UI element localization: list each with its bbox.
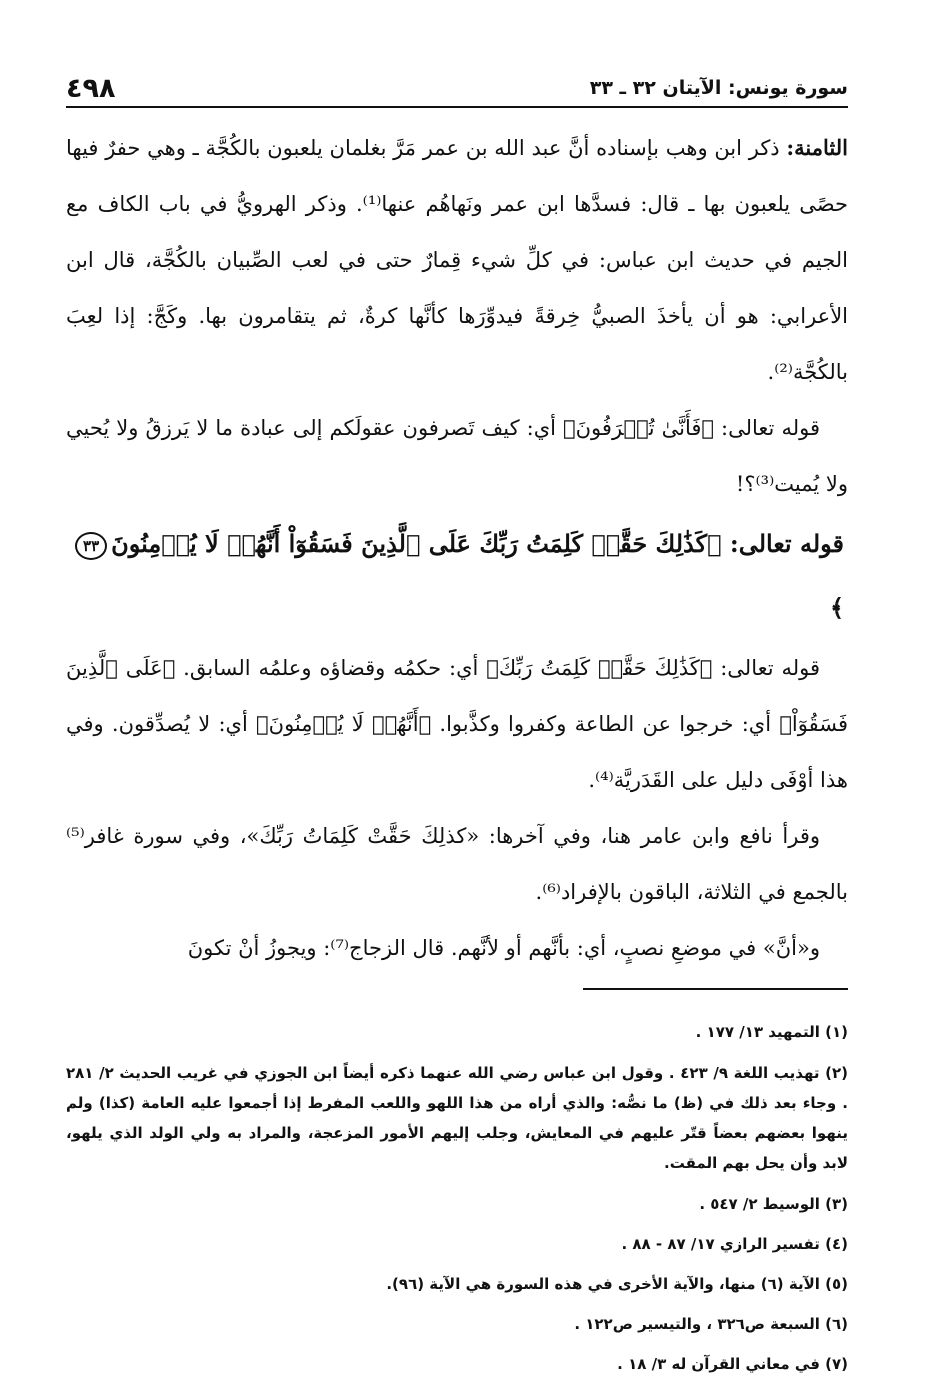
footnote-4: (٤) تفسير الرازي ١٧/ ٨٧ - ٨٨ . [621,1235,848,1253]
verse-heading [66,512,848,640]
verse-number-marker: ٣٣ [75,532,107,560]
page-number: ٤٩٨ [66,73,116,104]
page-header [66,60,848,108]
paragraph-fa-anna-tusrafun: قوله تعالى: ﴿فَأَنَّىٰ تُصۡرَفُونَ﴾ أي: كيف تَصرفون عقولَكم إلى عبادة ما لا يَرزقُ ولا يُحيي ولا يُميت⁽³⁾؟! [66,416,848,496]
footnote-7: (٧) في معاني القرآن له ٣/ ١٨ . [617,1355,848,1373]
issue-heading: الثامنة: [786,135,848,160]
footnote-3: (٣) الوسيط ٢/ ٥٤٧ . [699,1195,848,1213]
footnote-1: (١) التمهيد ١٣/ ١٧٧ . [695,1023,848,1041]
verse-prefix: قوله تعالى: [729,529,844,558]
footnote-6: (٦) السبعة ص٣٢٦ ، والتيسير ص١٢٢ . [574,1315,848,1333]
footnote-5: (٥) الآية (٦) منها، والآية الأخرى في هذه السورة هي الآية (٩٦). [386,1275,848,1293]
verse-text: ﴿كَذَٰلِكَ حَقَّتۡ كَلِمَتُ رَبِّكَ عَلَى ٱلَّذِينَ فَسَقُوٓاْ أَنَّهُمۡ لَا يُؤۡمِنُونَ [111,529,722,558]
paragraph-eighth-issue [66,120,848,400]
paragraph-anna-position: و«أنَّ» في موضعِ نصبٍ، أي: بأنَّهم أو لأنَّهم. قال الزجاج⁽⁷⁾: ويجوزُ أنْ تكونَ [187,936,820,960]
running-title: سورة يونس: الآيتان ٣٢ ـ ٣٣ [589,77,848,99]
footnotes [66,1018,848,1378]
paragraph-verse-commentary: قوله تعالى: ﴿كَذَٰلِكَ حَقَّتۡ كَلِمَتُ رَبِّكَ﴾ أي: حكمُه وقضاؤه وعلمُه السابق. ﴿عَلَى ٱلَّذِينَ فَسَقُوٓاْ﴾ أي: خرجوا عن الطاعة وكفروا وكذَّبوا. ﴿أَنَّهُمۡ لَا يُؤۡمِنُونَ﴾ أي: لا يُصدِّقون. وفي هذا أوْفَى دليل على القَدَريَّة⁽⁴⁾. [66,656,848,792]
verse-close-bracket: ﴾ [829,593,844,622]
book-page [66,60,848,1390]
footnote-separator [583,988,848,990]
main-text [66,120,848,976]
paragraph-text: ذكر ابن وهب بإسناده أنَّ عبد الله بن عمر مَرَّ بغلمان يلعبون بالكُجَّة ـ وهي حفرٌ فيها حصًى يلعبون بها ـ قال: فسدَّها ابن عمر ونَهاهُم عنها⁽¹⁾. وذكر الهرويُّ في باب الكاف مع الجيم في حديث ابن عباس: في كلِّ شيء قِمارٌ حتى في لعب الصِّبيان بالكُجَّة، قال ابن الأعرابي: هو أن يأخذَ الصبيُّ خِرقةً فيدوِّرَها كأنَّها كرةٌ، ثم يتقامرون بها. وكَجَّ: إذا لعِبَ بالكُجَّة⁽²⁾. [66,136,848,384]
footnote-2: (٢) تهذيب اللغة ٩/ ٤٢٣ . وقول ابن عباس رضي الله عنهما ذكره أيضاً ابن الجوزي في غريب الحديث ٢/ ٢٨١ . وجاء بعد ذلك في (ظ) ما نصُّه: والذي أراه من هذا اللهو واللعب المفرط إذا أجمعوا عليه العامة (كذا) ولم ينهوا بعضهم بعضاً قتّر عليهم في المعايش، وجلب إليهم الأمور المزعجة، والمراد به ولي الولد الذي يلهو، لابد وأن يحل بهم المقت. [66,1064,849,1172]
paragraph-qiraat: وقرأ نافع وابن عامر هنا، وفي آخرها: «كذلِكَ حَقَّتْ كَلِمَاتُ رَبِّكَ»، وفي سورة غافر⁽⁵⁾ بالجمع في الثلاثة، الباقون بالإفراد⁽⁶⁾. [66,824,848,904]
